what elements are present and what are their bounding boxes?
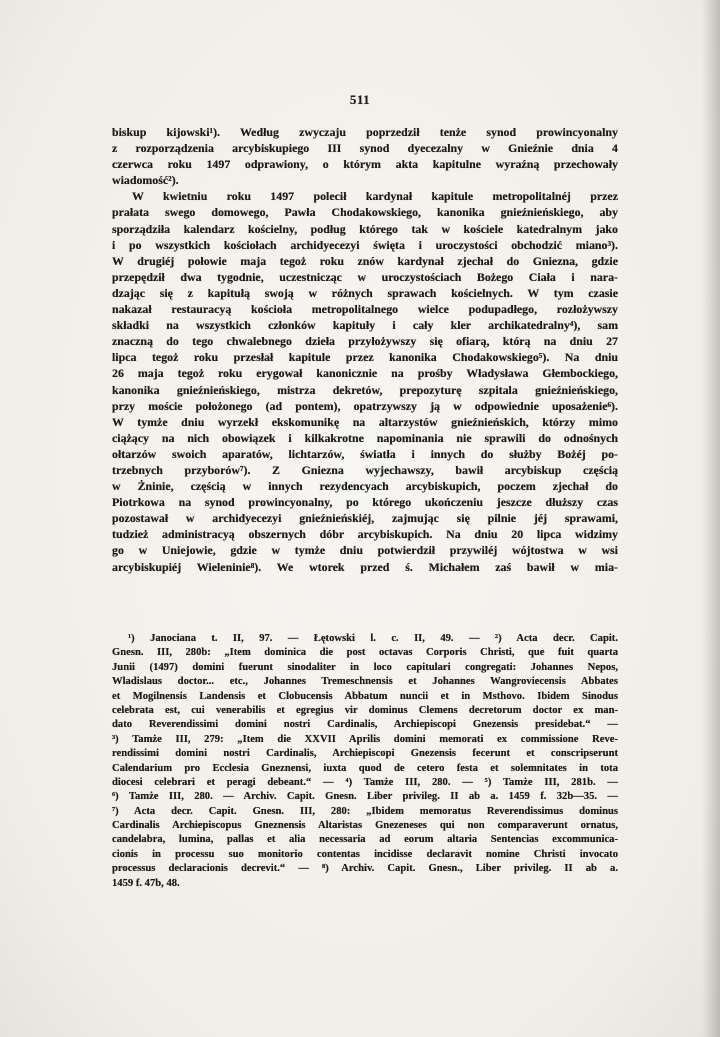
body-line: sporządziła kalendarz kościelny, podług którego tak w kościele katedralnym jako xyxy=(112,221,618,236)
footnote-line: et Mogilnensis Landensis et Clobucensis Abbatum nuncii et in Msthovo. Ibidem Sinodus xyxy=(112,690,618,702)
footnote-line: cionis in processu suo monitorio contentas incidisse declaravit nomine Christi invocato xyxy=(112,848,618,860)
body-line: składki na wszystkich członków kapituły i cały kler archikatedralny⁴), sam xyxy=(112,318,618,333)
body-line: ołtarzów swoich aparatów, lichtarzów, światła i innych do służby Bożéj po- xyxy=(112,446,618,461)
body-line: Piotrkowa na synod prowincyonalny, po którego ukończeniu jeszcze dłuższy czas xyxy=(112,495,618,510)
page-edge-shadow xyxy=(702,0,720,1037)
body-line: prałata swego domowego, Pawła Chodakowskiego, kanonika gnieźnieńskiego, aby xyxy=(112,205,618,220)
body-line: tudzież administracyą obszernych dóbr arcybiskupich. Na dniu 20 lipca widzimy xyxy=(112,527,618,542)
footnote-line: diocesi celebrari et peragi debeant.“ — ⁴) Tamże III, 280. — ⁵) Tamże III, 281b. — xyxy=(112,776,618,788)
footnote-line: dato Reverendissimi domini nostri Cardinalis, Archiepiscopi Gnezensis presidebat.“ — xyxy=(112,719,618,731)
footnote-line: Calendarium pro Ecclesia Gneznensi, iuxta quod de cetero festa et solemnitates in tota xyxy=(112,762,618,774)
footnote-line: candelabra, lumina, pallas et alia necessaria ad eorum altaria Sentencias excommunica- xyxy=(112,834,618,846)
body-line: nakazał restauracyą kościoła metropolitalnego wielce podupadłego, rozłożywszy xyxy=(112,302,618,317)
body-text xyxy=(112,124,618,575)
footnote-line: ⁷) Acta decr. Capit. Gnesn. III, 280: „Ibidem memoratus Reverendissimus dominus xyxy=(112,805,618,817)
body-line: przy moście położonego (ad pontem), opatrzywszy ją w odpowiednie uposażenie⁶). xyxy=(112,398,618,413)
footnote-line: Wladislaus doctor... etc., Johannes Tremeschnensis et Johannes Wangroviecensis Abbates xyxy=(112,676,618,688)
body-line: ciążący na nich obowiązek i kilkakrotne napominania nie sprawili do odnośnych xyxy=(112,430,618,445)
footnote-line: Junii (1497) domini fuerunt sinodaliter in loco capitulari congregati: Johannes Nepos, xyxy=(112,661,618,673)
footnote-line: ⁶) Tamże III, 280. — Archiv. Capit. Gnesn. Liber privileg. II ab a. 1459 f. 32b—35. — xyxy=(112,791,618,803)
body-line: wiadomość²). xyxy=(112,173,179,188)
body-line: go w Uniejowie, gdzie w tymże dniu potwierdził przywiléj wójtostwa w wsi xyxy=(112,543,618,558)
footnote-line: celebrata est, cui venerabilis et egregius vir dominus Clemens decretorum doctor ex man- xyxy=(112,704,618,716)
footnotes xyxy=(112,632,618,891)
body-line: W drugiéj połowie maja tegoż roku znów kardynał zjechał do Gniezna, gdzie xyxy=(112,253,618,268)
body-line: znaczną do tego chwalebnego dzieła przyłożywszy się ofiarą, którą na dniu 27 xyxy=(112,334,618,349)
body-line: biskup kijowski¹). Według zwyczaju poprzedził tenże synod prowincyonalny xyxy=(112,125,618,139)
footnote-line: processus declaracionis decrevit.“ — ⁸) Archiv. Capit. Gnesn., Liber privileg. II ab a. xyxy=(112,863,618,875)
body-line: pozostawał w archidyecezyi gnieźnieńskiéj, zajmując się pilnie jéj sprawami, xyxy=(112,511,618,526)
footnote-line: ¹) Janociana t. II, 97. — Łętowski l. c. II, 49. — ²) Acta decr. Capit. xyxy=(128,633,618,644)
body-line: W tymże dniu wyrzekł ekskomunikę na altarzystów gnieźnieńskich, którzy mimo xyxy=(112,414,618,429)
footnote-line: ³) Tamże III, 279: „Item die XXVII Aprilis domini memorati ex commissione Reve- xyxy=(112,733,618,745)
footnote-line: Cardinalis Archiepiscopus Gneznensis Altaristas Gnezeneses qui non comparaverunt ornatus, xyxy=(112,820,618,832)
body-line: z rozporządzenia arcybiskupiego III synod dyecezalny w Gnieźnie dnia 4 xyxy=(112,141,618,156)
body-line: arcybiskupiéj Wieleninie⁸). We wtorek przed ś. Michałem zaś bawił w mia- xyxy=(112,559,618,574)
body-line: 26 maja tegoż roku erygował kanonicznie na prośby Władysława Głembockiego, xyxy=(112,366,618,381)
body-line: czerwca roku 1497 odprawiony, o którym akta kapitulne wyraźną przechowały xyxy=(112,157,618,172)
footnote-line: rendissimi domini nostri Cardinalis, Archiepiscopi Gnezensis fecerunt et conscripserunt xyxy=(112,748,618,760)
body-line: lipca tegoż roku przesłał kapitule przez kanonika Chodakowskiego⁵). Na dniu xyxy=(112,350,618,365)
body-line: dzając się z kapitułą swoją w różnych sprawach kościelnych. W tym czasie xyxy=(112,285,618,300)
body-line: i po wszystkich kościołach archidyecezyi święta i uroczystości obchodzić miano³). xyxy=(112,237,618,252)
page-number: 511 xyxy=(349,92,371,107)
footnote-line: 1459 f. 47b, 48. xyxy=(112,877,180,889)
body-line: W kwietniu roku 1497 polecił kardynał kapitule metropolitalnéj przez xyxy=(132,189,618,204)
body-line: trzebnych przyborów⁷). Z Gniezna wyjechawszy, bawił arcybiskup częścią xyxy=(112,462,618,477)
footnote-line: Gnesn. III, 280b: „Item dominica die post octavas Corporis Christi, que fuit quarta xyxy=(112,647,618,659)
body-line: w Żninie, częścią w innych rezydencyach arcybiskupich, poczem zjechał do xyxy=(112,479,618,494)
body-line: kanonika gnieźnieńskiego, mistrza dekretów, prepozyturę szpitala gnieźnieńskiego, xyxy=(112,382,618,397)
body-line: przepędził dwa tygodnie, uczestnicząc w uroczystościach Bożego Ciała i nara- xyxy=(112,269,618,284)
